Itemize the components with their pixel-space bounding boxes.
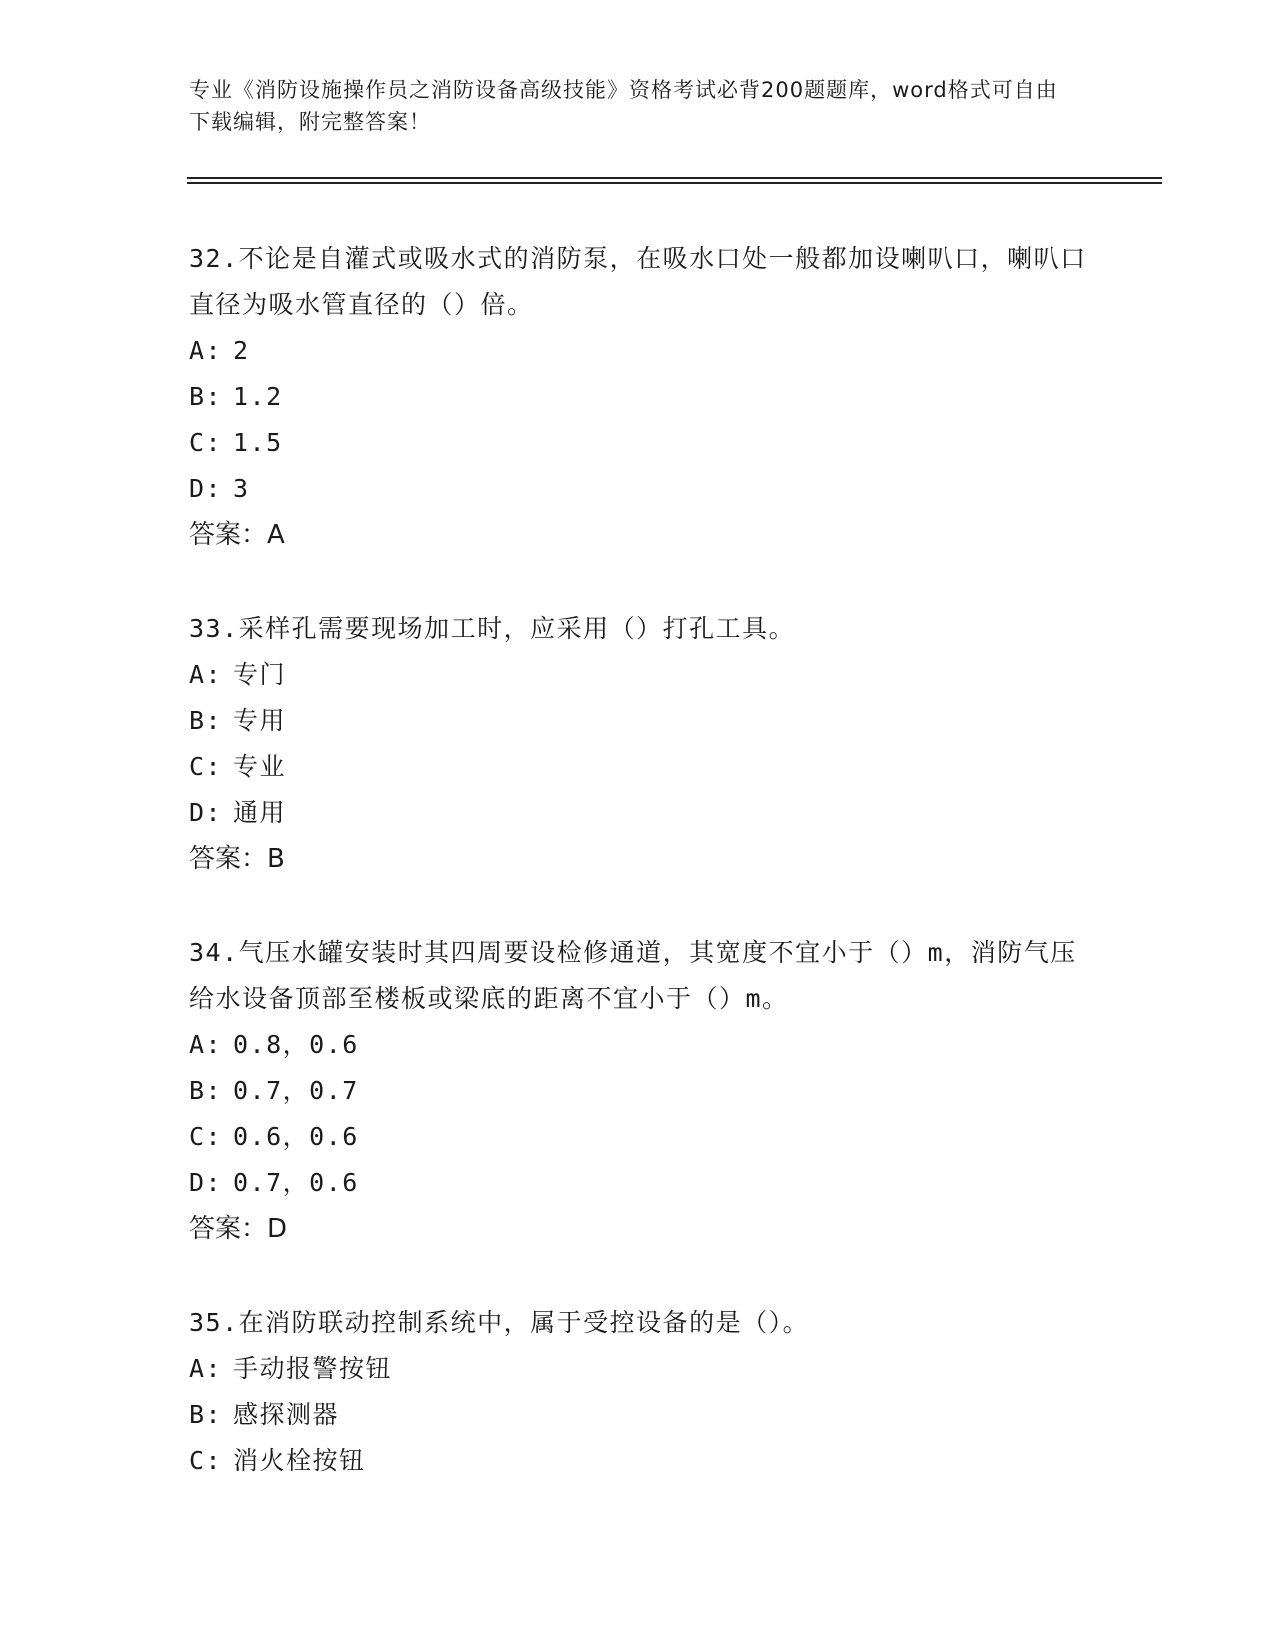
option-key: C: — [189, 428, 223, 457]
option-a — [189, 1022, 1089, 1068]
option-key: C: — [189, 1122, 223, 1151]
option-text: 0.7，0.7 — [233, 1076, 359, 1105]
option-key: B: — [189, 382, 223, 411]
option-text: 专用 — [233, 706, 287, 735]
option-b — [189, 698, 1089, 744]
option-text: 0.6，0.6 — [233, 1122, 359, 1151]
option-d — [189, 466, 1089, 512]
answer-line: 答案：D — [189, 1214, 288, 1244]
answer-line: 答案：B — [189, 844, 285, 874]
question-32 — [189, 236, 1089, 558]
header-divider-top — [187, 177, 1162, 179]
option-c — [189, 1438, 1089, 1484]
option-key: B: — [189, 1076, 223, 1105]
option-key: B: — [189, 1400, 223, 1429]
option-key: C: — [189, 752, 223, 781]
option-key: A: — [189, 336, 223, 365]
option-text: 1.5 — [233, 428, 283, 457]
option-a — [189, 1346, 1089, 1392]
option-text: 1.2 — [233, 382, 283, 411]
option-key: D: — [189, 798, 223, 827]
option-text: 3 — [233, 474, 250, 503]
option-text: 感探测器 — [233, 1400, 340, 1429]
question-stem: 33.采样孔需要现场加工时，应采用（）打孔工具。 — [189, 614, 796, 643]
option-text: 通用 — [233, 798, 287, 827]
option-text: 消火栓按钮 — [233, 1446, 366, 1475]
option-b — [189, 1068, 1089, 1114]
option-text: 专业 — [233, 752, 287, 781]
option-b — [189, 1392, 1089, 1438]
option-text: 2 — [233, 336, 250, 365]
option-text: 手动报警按钮 — [233, 1354, 393, 1383]
option-key: B: — [189, 706, 223, 735]
option-key: A: — [189, 1030, 223, 1059]
option-text: 0.8，0.6 — [233, 1030, 359, 1059]
question-33 — [189, 606, 1089, 882]
option-d — [189, 1160, 1089, 1206]
option-key: D: — [189, 474, 223, 503]
answer-line: 答案：A — [189, 520, 285, 550]
option-c — [189, 420, 1089, 466]
option-c — [189, 1114, 1089, 1160]
question-stem: 35.在消防联动控制系统中，属于受控设备的是（）。 — [189, 1308, 810, 1337]
question-stem: 32.不论是自灌式或吸水式的消防泵，在吸水口处一般都加设喇叭口，喇叭口直径为吸水管直径的（）倍。 — [189, 244, 1087, 319]
question-35 — [189, 1300, 1089, 1484]
option-a — [189, 652, 1089, 698]
option-d — [189, 790, 1089, 836]
header-divider-bottom — [187, 182, 1162, 184]
option-c — [189, 744, 1089, 790]
question-stem: 34.气压水罐安装时其四周要设检修通道，其宽度不宜小于（）m，消防气压给水设备顶部至楼板或梁底的距离不宜小于（）m。 — [189, 938, 1077, 1013]
option-text: 0.7，0.6 — [233, 1168, 359, 1197]
question-34 — [189, 930, 1089, 1252]
option-text: 专门 — [233, 660, 287, 689]
option-key: A: — [189, 1354, 223, 1383]
question-list — [189, 236, 1089, 1532]
option-key: D: — [189, 1168, 223, 1197]
option-key: A: — [189, 660, 223, 689]
document-header: 专业《消防设施操作员之消防设备高级技能》资格考试必背200题题库，word格式可自由下载编辑，附完整答案！ — [189, 78, 1058, 134]
option-a — [189, 328, 1089, 374]
option-b — [189, 374, 1089, 420]
option-key: C: — [189, 1446, 223, 1475]
